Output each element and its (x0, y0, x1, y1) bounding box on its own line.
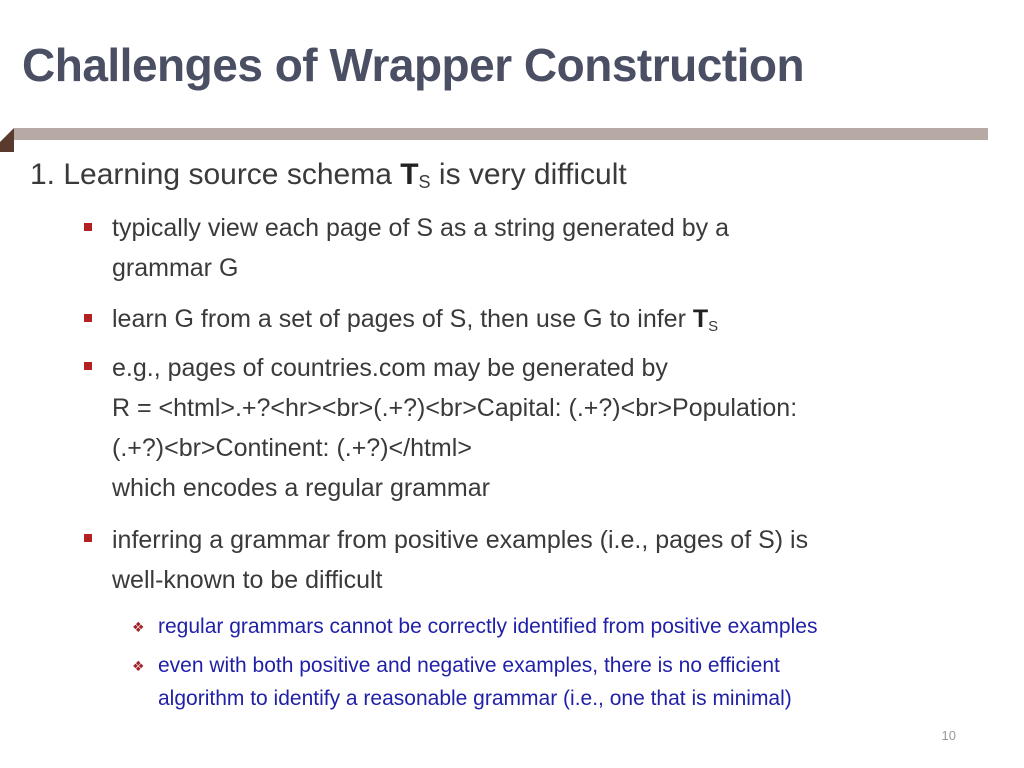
sub-bullet-item (158, 649, 792, 715)
heading-prefix: 1. Learning source schema (30, 158, 401, 191)
bullet-line: inferring a grammar from positive examples (i.e., pages of S) is (112, 526, 809, 554)
slide-title: Challenges of Wrapper Construction (22, 39, 805, 91)
bullet-line: grammar G (112, 254, 239, 282)
bullet-line: typically view each page of S as a string generated by a (112, 214, 730, 242)
schema-symbol: T (692, 305, 709, 333)
bullet-item (112, 208, 729, 288)
sub-bullet-item (158, 610, 817, 643)
page-number: 10 (941, 728, 956, 743)
bullet-line (112, 299, 718, 347)
square-bullet-icon (84, 314, 92, 322)
square-bullet-icon (84, 223, 92, 231)
schema-subscript: S (708, 318, 719, 335)
bullet-line: well-known to be difficult (112, 566, 383, 594)
bullet-text: learn G from a set of pages of S, then use G to infer (112, 305, 693, 333)
bullet-item (112, 348, 797, 508)
main-heading (30, 158, 627, 193)
sub-bullet-line: even with both positive and negative examples, there is no efficient (158, 654, 780, 677)
bullet-line: e.g., pages of countries.com may be generated by (112, 354, 668, 382)
bullet-item (112, 520, 808, 600)
diamond-bullet-icon: ❖ (132, 619, 145, 635)
schema-symbol: T (400, 158, 419, 191)
diamond-bullet-icon: ❖ (132, 658, 145, 674)
schema-subscript: S (418, 172, 431, 192)
sub-bullet-line: algorithm to identify a reasonable grammar (i.e., one that is minimal) (158, 687, 792, 710)
bullet-item (112, 299, 718, 347)
heading-suffix: is very difficult (430, 158, 627, 191)
regex-line: R = <html>.+?<hr><br>(.+?)<br>Capital: (.+?)<br>Population: (112, 394, 798, 422)
sub-bullet-line: regular grammars cannot be correctly identified from positive examples (158, 615, 818, 638)
bullet-line: which encodes a regular grammar (112, 474, 490, 502)
regex-line: (.+?)<br>Continent: (.+?)</html> (112, 434, 472, 462)
square-bullet-icon (84, 534, 92, 542)
square-bullet-icon (84, 362, 92, 370)
